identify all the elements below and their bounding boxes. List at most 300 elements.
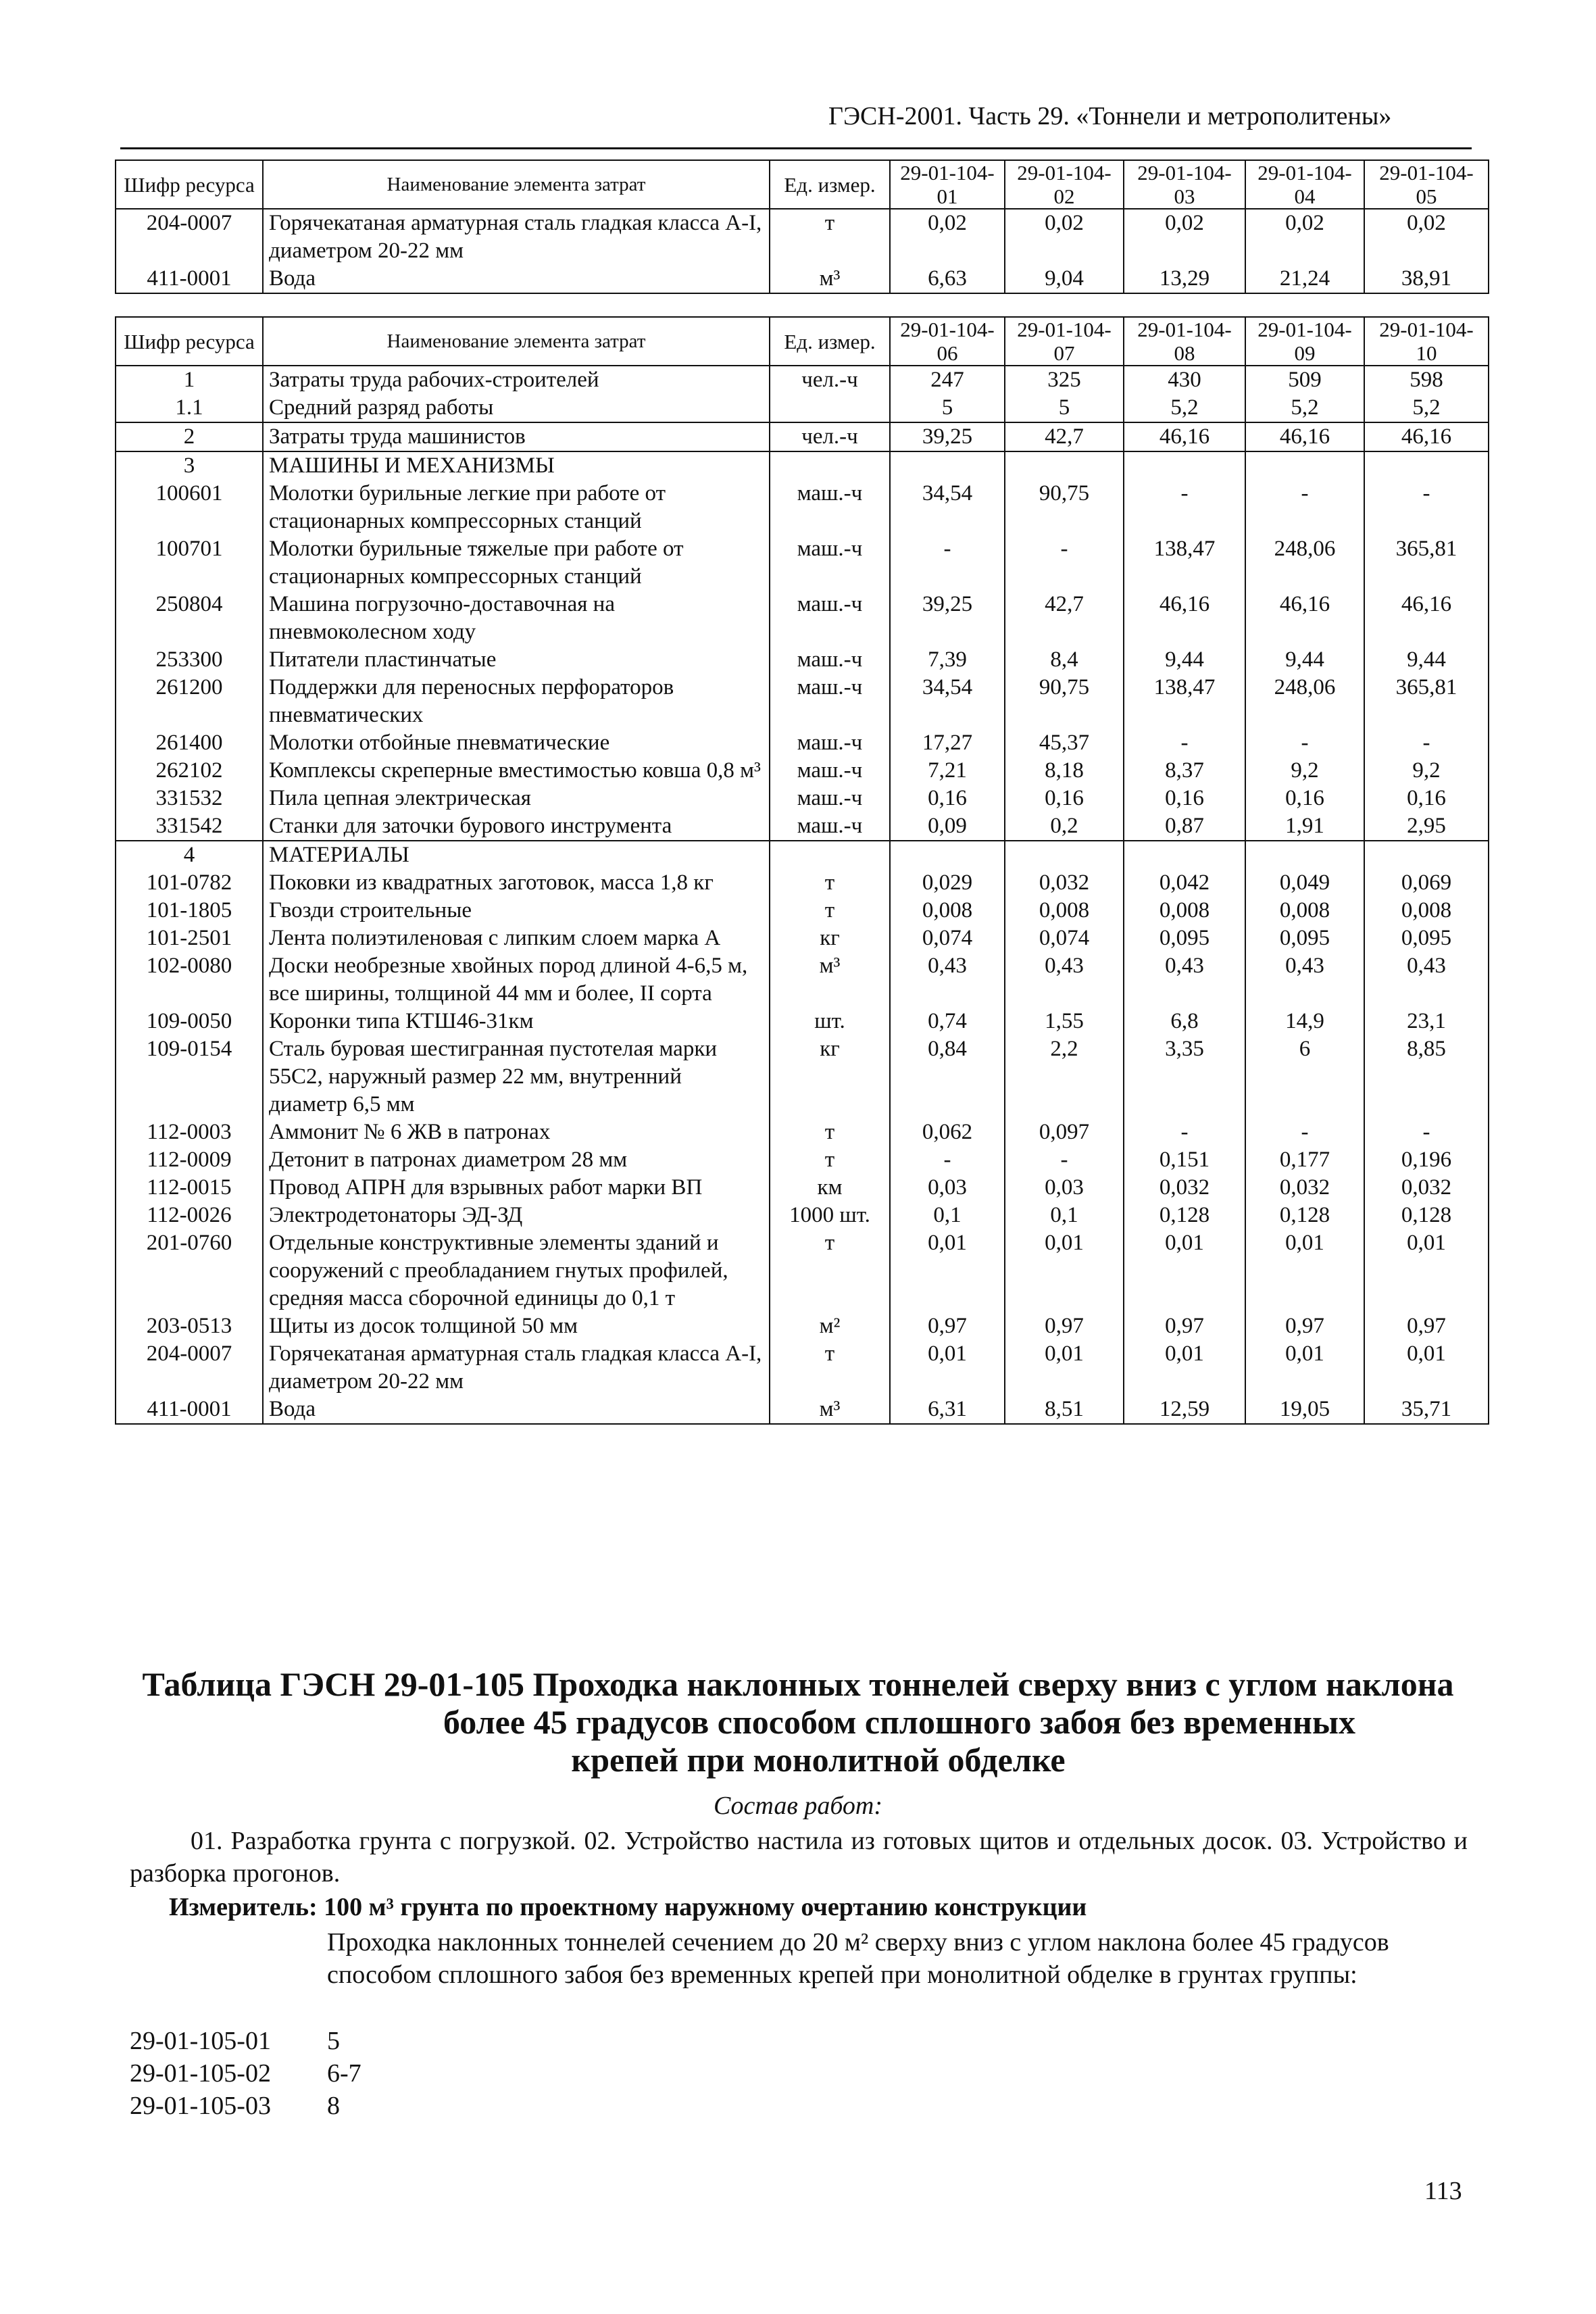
value-cell: 46,16 <box>1124 422 1245 451</box>
value-cell: 0,01 <box>1124 1229 1245 1312</box>
value-cell <box>1005 841 1124 869</box>
value-cell: 35,71 <box>1364 1396 1489 1424</box>
element-name-cell: Горячекатаная арматурная сталь гладкая класса А-I, диаметром 20-22 мм <box>263 209 770 265</box>
value-cell <box>1005 451 1124 480</box>
works-text: 01. Разработка грунта с погрузкой. 02. Устройство настила из готовых щитов и отдельных досок. 03. Устройство и разборка прогонов. <box>130 1827 1468 1888</box>
value-cell: 0,03 <box>890 1174 1005 1202</box>
unit-cell: маш.-ч <box>770 535 890 591</box>
value-cell: 0,042 <box>1124 869 1245 897</box>
element-name-cell: Средний разряд работы <box>263 394 770 422</box>
unit-cell: чел.-ч <box>770 422 890 451</box>
value-cell: 0,43 <box>1124 952 1245 1008</box>
value-cell: 3,35 <box>1124 1035 1245 1118</box>
value-cell: 247 <box>890 366 1005 394</box>
table-row <box>116 366 1489 394</box>
col-header-norm: 29-01-104-03 <box>1124 160 1245 209</box>
element-name-cell: Станки для заточки бурового инструмента <box>263 812 770 841</box>
value-cell: 9,44 <box>1364 646 1489 674</box>
element-name-cell: Вода <box>263 1396 770 1424</box>
resource-code-cell: 261200 <box>116 674 263 729</box>
norm-code: 29-01-105-01 <box>130 2027 271 2055</box>
value-cell: 5 <box>890 394 1005 422</box>
element-name-cell: Молотки отбойные пневматические <box>263 729 770 757</box>
unit-cell: маш.-ч <box>770 812 890 841</box>
value-cell: 46,16 <box>1364 591 1489 646</box>
value-cell <box>1124 451 1245 480</box>
element-name-cell: Затраты труда машинистов <box>263 422 770 451</box>
value-cell: 2,95 <box>1364 812 1489 841</box>
element-name-cell: Питатели пластинчатые <box>263 646 770 674</box>
value-cell: 42,7 <box>1005 422 1124 451</box>
value-cell: - <box>1364 480 1489 535</box>
value-cell: 0,074 <box>1005 925 1124 952</box>
value-cell: 0,095 <box>1124 925 1245 952</box>
value-cell: 8,51 <box>1005 1396 1124 1424</box>
value-cell: 0,16 <box>890 785 1005 812</box>
value-cell: 0,43 <box>1364 952 1489 1008</box>
value-cell: 0,008 <box>890 897 1005 925</box>
resource-code-cell: 331532 <box>116 785 263 812</box>
table-row <box>116 674 1489 729</box>
element-name-cell: МАШИНЫ И МЕХАНИЗМЫ <box>263 451 770 480</box>
value-cell: 0,87 <box>1124 812 1245 841</box>
norm-code-row <box>130 2025 361 2057</box>
norm-description: Проходка наклонных тоннелей сечением до 20 м² сверху вниз с углом наклона более 45 градусов способом сплошного забоя без временных крепей при монолитной обделке в грунтах группы: <box>327 1928 1389 1989</box>
value-cell: 365,81 <box>1364 535 1489 591</box>
table-row <box>116 729 1489 757</box>
value-cell: 0,97 <box>1364 1312 1489 1340</box>
resource-code-cell: 411-0001 <box>116 265 263 293</box>
value-cell: 46,16 <box>1245 591 1364 646</box>
value-cell: 0,01 <box>1124 1340 1245 1396</box>
col-header-norm: 29-01-104-02 <box>1005 160 1124 209</box>
table-row <box>116 394 1489 422</box>
table-row <box>116 1340 1489 1396</box>
value-cell: 12,59 <box>1124 1396 1245 1424</box>
value-cell: 0,43 <box>890 952 1005 1008</box>
element-name-cell: Щиты из досок толщиной 50 мм <box>263 1312 770 1340</box>
value-cell: 0,74 <box>890 1008 1005 1035</box>
value-cell: 0,02 <box>1364 209 1489 265</box>
value-cell: 0,128 <box>1124 1202 1245 1229</box>
value-cell: 0,01 <box>1245 1229 1364 1312</box>
value-cell: 0,032 <box>1124 1174 1245 1202</box>
value-cell: 14,9 <box>1245 1008 1364 1035</box>
value-cell: 46,16 <box>1245 422 1364 451</box>
unit-cell: маш.-ч <box>770 785 890 812</box>
value-cell: 8,4 <box>1005 646 1124 674</box>
unit-cell: кг <box>770 925 890 952</box>
resource-code-cell: 1 <box>116 366 263 394</box>
table-row <box>116 841 1489 869</box>
resource-table-104-01-05 <box>115 159 1489 294</box>
unit-cell: кг <box>770 1035 890 1118</box>
page-header: ГЭСН-2001. Часть 29. «Тоннели и метрополитены» <box>828 102 1392 130</box>
value-cell: 0,01 <box>890 1340 1005 1396</box>
value-cell: 39,25 <box>890 422 1005 451</box>
value-cell: - <box>1364 729 1489 757</box>
unit-cell: 1000 шт. <box>770 1202 890 1229</box>
col-header-unit: Ед. измер. <box>770 317 890 366</box>
norm-code: 29-01-105-02 <box>130 2059 271 2088</box>
value-cell <box>1364 451 1489 480</box>
col-header-norm: 29-01-104-05 <box>1364 160 1489 209</box>
table-row <box>116 925 1489 952</box>
measure-unit: Измеритель: 100 м³ грунта по проектному наружному очертанию конструкции <box>169 1893 1087 1921</box>
value-cell: 5,2 <box>1364 394 1489 422</box>
value-cell: 7,21 <box>890 757 1005 785</box>
value-cell: 0,069 <box>1364 869 1489 897</box>
resource-code-cell: 262102 <box>116 757 263 785</box>
value-cell: 0,16 <box>1245 785 1364 812</box>
table-row <box>116 646 1489 674</box>
value-cell: 2,2 <box>1005 1035 1124 1118</box>
unit-cell <box>770 394 890 422</box>
value-cell: - <box>1245 1118 1364 1146</box>
col-header-norm: 29-01-104-06 <box>890 317 1005 366</box>
element-name-cell: Детонит в патронах диаметром 28 мм <box>263 1146 770 1174</box>
unit-cell: маш.-ч <box>770 480 890 535</box>
table-row <box>116 1146 1489 1174</box>
value-cell: 0,97 <box>890 1312 1005 1340</box>
value-cell: 13,29 <box>1124 265 1245 293</box>
col-header-norm: 29-01-104-08 <box>1124 317 1245 366</box>
resource-code-cell: 261400 <box>116 729 263 757</box>
element-name-cell: Отдельные конструктивные элементы зданий и сооружений с преобладанием гнутых профилей, средняя масса сборочной единицы до 0,1 т <box>263 1229 770 1312</box>
value-cell: 34,54 <box>890 674 1005 729</box>
value-cell: 45,37 <box>1005 729 1124 757</box>
element-name-cell: Сталь буровая шестигранная пустотелая марки 55С2, наружный размер 22 мм, внутренний диаметр 6,5 мм <box>263 1035 770 1118</box>
value-cell: 0,097 <box>1005 1118 1124 1146</box>
resource-table-104-06-10 <box>115 316 1489 1425</box>
value-cell: 598 <box>1364 366 1489 394</box>
table-row <box>116 265 1489 293</box>
resource-code-cell: 201-0760 <box>116 1229 263 1312</box>
table-title-line: Таблица ГЭСН 29-01-105 Проходка наклонных тоннелей сверху вниз с углом наклона <box>142 1665 1454 1703</box>
element-name-cell: Молотки бурильные легкие при работе от стационарных компрессорных станций <box>263 480 770 535</box>
value-cell: 0,095 <box>1364 925 1489 952</box>
value-cell: 42,7 <box>1005 591 1124 646</box>
element-name-cell: Машина погрузочно-доставочная на пневмоколесном ходу <box>263 591 770 646</box>
value-cell: 0,01 <box>1005 1340 1124 1396</box>
value-cell: 0,01 <box>890 1229 1005 1312</box>
value-cell: 0,43 <box>1245 952 1364 1008</box>
unit-cell: т <box>770 897 890 925</box>
value-cell: 1,91 <box>1245 812 1364 841</box>
unit-cell: т <box>770 1340 890 1396</box>
value-cell: 5,2 <box>1124 394 1245 422</box>
resource-code-cell: 109-0154 <box>116 1035 263 1118</box>
resource-code-cell: 100601 <box>116 480 263 535</box>
value-cell: 6,8 <box>1124 1008 1245 1035</box>
table-row <box>116 1035 1489 1118</box>
value-cell: 0,029 <box>890 869 1005 897</box>
value-cell: 138,47 <box>1124 535 1245 591</box>
header-rule <box>120 147 1472 149</box>
value-cell: 19,05 <box>1245 1396 1364 1424</box>
value-cell <box>1245 451 1364 480</box>
norm-code-row <box>130 2090 361 2122</box>
value-cell: 0,97 <box>1124 1312 1245 1340</box>
value-cell: 5 <box>1005 394 1124 422</box>
value-cell: 0,97 <box>1245 1312 1364 1340</box>
unit-cell: маш.-ч <box>770 646 890 674</box>
value-cell: 1,55 <box>1005 1008 1124 1035</box>
element-name-cell: Вода <box>263 265 770 293</box>
element-name-cell: Поковки из квадратных заготовок, масса 1,8 кг <box>263 869 770 897</box>
unit-cell: т <box>770 869 890 897</box>
value-cell: 0,151 <box>1124 1146 1245 1174</box>
col-header-name: Наименование элемента затрат <box>263 317 770 366</box>
resource-code-cell: 101-2501 <box>116 925 263 952</box>
value-cell: 138,47 <box>1124 674 1245 729</box>
element-name-cell: Горячекатаная арматурная сталь гладкая класса А-I, диаметром 20-22 мм <box>263 1340 770 1396</box>
unit-cell: маш.-ч <box>770 757 890 785</box>
value-cell: 0,128 <box>1245 1202 1364 1229</box>
value-cell: 17,27 <box>890 729 1005 757</box>
value-cell: 9,2 <box>1364 757 1489 785</box>
unit-cell: м³ <box>770 265 890 293</box>
value-cell: 0,1 <box>1005 1202 1124 1229</box>
resource-code-cell: 204-0007 <box>116 1340 263 1396</box>
unit-cell: т <box>770 1229 890 1312</box>
table-row <box>116 1118 1489 1146</box>
value-cell: 0,008 <box>1364 897 1489 925</box>
table-row <box>116 535 1489 591</box>
value-cell <box>1245 841 1364 869</box>
col-header-name: Наименование элемента затрат <box>263 160 770 209</box>
table-title <box>0 1665 1596 1779</box>
unit-cell: чел.-ч <box>770 366 890 394</box>
page-number: 113 <box>1424 2177 1462 2205</box>
value-cell <box>1124 841 1245 869</box>
value-cell: 0,177 <box>1245 1146 1364 1174</box>
soil-group: 8 <box>327 2092 340 2120</box>
element-name-cell: Молотки бурильные тяжелые при работе от стационарных компрессорных станций <box>263 535 770 591</box>
value-cell: 46,16 <box>1364 422 1489 451</box>
table-row <box>116 451 1489 480</box>
value-cell: 0,1 <box>890 1202 1005 1229</box>
value-cell: 0,16 <box>1364 785 1489 812</box>
col-header-norm: 29-01-104-10 <box>1364 317 1489 366</box>
value-cell: - <box>1245 729 1364 757</box>
value-cell: 23,1 <box>1364 1008 1489 1035</box>
value-cell: - <box>890 535 1005 591</box>
value-cell: 0,02 <box>1245 209 1364 265</box>
element-name-cell: Провод АПРН для взрывных работ марки ВП <box>263 1174 770 1202</box>
col-header-unit: Ед. измер. <box>770 160 890 209</box>
table-row <box>116 869 1489 897</box>
resource-code-cell: 331542 <box>116 812 263 841</box>
value-cell: 0,196 <box>1364 1146 1489 1174</box>
col-header-code: Шифр ресурса <box>116 160 263 209</box>
table-header-row <box>116 160 1489 209</box>
resource-code-cell: 203-0513 <box>116 1312 263 1340</box>
element-name-cell: Коронки типа КТШ46-31км <box>263 1008 770 1035</box>
value-cell: 9,04 <box>1005 265 1124 293</box>
resource-code-cell: 101-0782 <box>116 869 263 897</box>
value-cell: - <box>1124 1118 1245 1146</box>
value-cell: 8,18 <box>1005 757 1124 785</box>
value-cell: 38,91 <box>1364 265 1489 293</box>
table-title-line: крепей при монолитной обделке <box>571 1741 1066 1779</box>
value-cell: 0,074 <box>890 925 1005 952</box>
unit-cell: т <box>770 209 890 265</box>
value-cell: 0,02 <box>1124 209 1245 265</box>
value-cell: 0,84 <box>890 1035 1005 1118</box>
soil-group: 6-7 <box>327 2059 361 2088</box>
value-cell: 365,81 <box>1364 674 1489 729</box>
value-cell: 0,008 <box>1245 897 1364 925</box>
value-cell: 0,008 <box>1124 897 1245 925</box>
value-cell: - <box>1245 480 1364 535</box>
value-cell: 6 <box>1245 1035 1364 1118</box>
resource-code-cell: 112-0015 <box>116 1174 263 1202</box>
resource-code-cell: 253300 <box>116 646 263 674</box>
unit-cell: т <box>770 1118 890 1146</box>
resource-code-cell: 102-0080 <box>116 952 263 1008</box>
unit-cell <box>770 451 890 480</box>
value-cell: 0,032 <box>1245 1174 1364 1202</box>
resource-code-cell: 3 <box>116 451 263 480</box>
resource-code-cell: 112-0003 <box>116 1118 263 1146</box>
value-cell: 0,02 <box>890 209 1005 265</box>
value-cell: 21,24 <box>1245 265 1364 293</box>
value-cell: 0,16 <box>1124 785 1245 812</box>
unit-cell: маш.-ч <box>770 591 890 646</box>
table-row <box>116 591 1489 646</box>
value-cell: 248,06 <box>1245 674 1364 729</box>
value-cell: - <box>1005 535 1124 591</box>
value-cell: 0,43 <box>1005 952 1124 1008</box>
col-header-norm: 29-01-104-07 <box>1005 317 1124 366</box>
value-cell: - <box>1124 729 1245 757</box>
value-cell: 0,97 <box>1005 1312 1124 1340</box>
element-name-cell: Электродетонаторы ЭД-ЗД <box>263 1202 770 1229</box>
value-cell: 9,44 <box>1124 646 1245 674</box>
value-cell: 0,01 <box>1364 1340 1489 1396</box>
norm-code-row <box>130 2057 361 2090</box>
element-name-cell: Аммонит № 6 ЖВ в патронах <box>263 1118 770 1146</box>
value-cell <box>890 841 1005 869</box>
table-row <box>116 1229 1489 1312</box>
value-cell: 0,16 <box>1005 785 1124 812</box>
value-cell: 9,44 <box>1245 646 1364 674</box>
value-cell: 0,062 <box>890 1118 1005 1146</box>
unit-cell <box>770 841 890 869</box>
table-row <box>116 1396 1489 1424</box>
value-cell: 0,01 <box>1364 1229 1489 1312</box>
resource-code-cell: 2 <box>116 422 263 451</box>
col-header-norm: 29-01-104-09 <box>1245 317 1364 366</box>
value-cell: 0,03 <box>1005 1174 1124 1202</box>
table-row <box>116 480 1489 535</box>
unit-cell: м³ <box>770 1396 890 1424</box>
table-row <box>116 897 1489 925</box>
resource-code-cell: 100701 <box>116 535 263 591</box>
element-name-cell: МАТЕРИАЛЫ <box>263 841 770 869</box>
value-cell: 39,25 <box>890 591 1005 646</box>
norm-codes <box>130 2025 361 2122</box>
norm-code: 29-01-105-03 <box>130 2092 271 2120</box>
resource-code-cell: 250804 <box>116 591 263 646</box>
table-row <box>116 1008 1489 1035</box>
value-cell: - <box>1005 1146 1124 1174</box>
table-header-row <box>116 317 1489 366</box>
element-name-cell: Затраты труда рабочих-строителей <box>263 366 770 394</box>
table-title-line: более 45 градусов способом сплошного забоя без временных <box>443 1703 1356 1741</box>
value-cell: 430 <box>1124 366 1245 394</box>
value-cell: 0,128 <box>1364 1202 1489 1229</box>
resource-code-cell: 112-0026 <box>116 1202 263 1229</box>
table-row <box>116 422 1489 451</box>
value-cell: 7,39 <box>890 646 1005 674</box>
element-name-cell: Гвозди строительные <box>263 897 770 925</box>
resource-code-cell: 411-0001 <box>116 1396 263 1424</box>
unit-cell: маш.-ч <box>770 729 890 757</box>
element-name-cell: Лента полиэтиленовая с липким слоем марка А <box>263 925 770 952</box>
value-cell: 46,16 <box>1124 591 1245 646</box>
value-cell: 0,09 <box>890 812 1005 841</box>
unit-cell: маш.-ч <box>770 674 890 729</box>
value-cell: 8,37 <box>1124 757 1245 785</box>
value-cell: 9,2 <box>1245 757 1364 785</box>
unit-cell: м³ <box>770 952 890 1008</box>
col-header-norm: 29-01-104-04 <box>1245 160 1364 209</box>
value-cell: 0,032 <box>1364 1174 1489 1202</box>
resource-code-cell: 204-0007 <box>116 209 263 265</box>
col-header-norm: 29-01-104-01 <box>890 160 1005 209</box>
value-cell: 0,02 <box>1005 209 1124 265</box>
value-cell: 90,75 <box>1005 674 1124 729</box>
value-cell: 248,06 <box>1245 535 1364 591</box>
unit-cell: м² <box>770 1312 890 1340</box>
resource-code-cell: 101-1805 <box>116 897 263 925</box>
value-cell: 0,008 <box>1005 897 1124 925</box>
value-cell: 34,54 <box>890 480 1005 535</box>
value-cell: 0,049 <box>1245 869 1364 897</box>
works-header: Состав работ: <box>713 1792 883 1820</box>
value-cell: - <box>1364 1118 1489 1146</box>
table-row <box>116 812 1489 841</box>
resource-code-cell: 1.1 <box>116 394 263 422</box>
value-cell: 5,2 <box>1245 394 1364 422</box>
value-cell: 90,75 <box>1005 480 1124 535</box>
value-cell <box>1364 841 1489 869</box>
unit-cell: т <box>770 1146 890 1174</box>
table-row <box>116 785 1489 812</box>
value-cell: 6,31 <box>890 1396 1005 1424</box>
element-name-cell: Доски необрезные хвойных пород длиной 4-6,5 м, все ширины, толщиной 44 мм и более, II сорта <box>263 952 770 1008</box>
table-row <box>116 1312 1489 1340</box>
soil-group: 5 <box>327 2027 340 2055</box>
value-cell: 8,85 <box>1364 1035 1489 1118</box>
table-row <box>116 1174 1489 1202</box>
resource-code-cell: 109-0050 <box>116 1008 263 1035</box>
table-row <box>116 757 1489 785</box>
resource-code-cell: 112-0009 <box>116 1146 263 1174</box>
resource-code-cell: 4 <box>116 841 263 869</box>
value-cell: 6,63 <box>890 265 1005 293</box>
value-cell <box>890 451 1005 480</box>
value-cell: 0,01 <box>1005 1229 1124 1312</box>
table-row <box>116 209 1489 265</box>
value-cell: 0,095 <box>1245 925 1364 952</box>
value-cell: 509 <box>1245 366 1364 394</box>
value-cell: 325 <box>1005 366 1124 394</box>
table-row <box>116 952 1489 1008</box>
table-row <box>116 1202 1489 1229</box>
